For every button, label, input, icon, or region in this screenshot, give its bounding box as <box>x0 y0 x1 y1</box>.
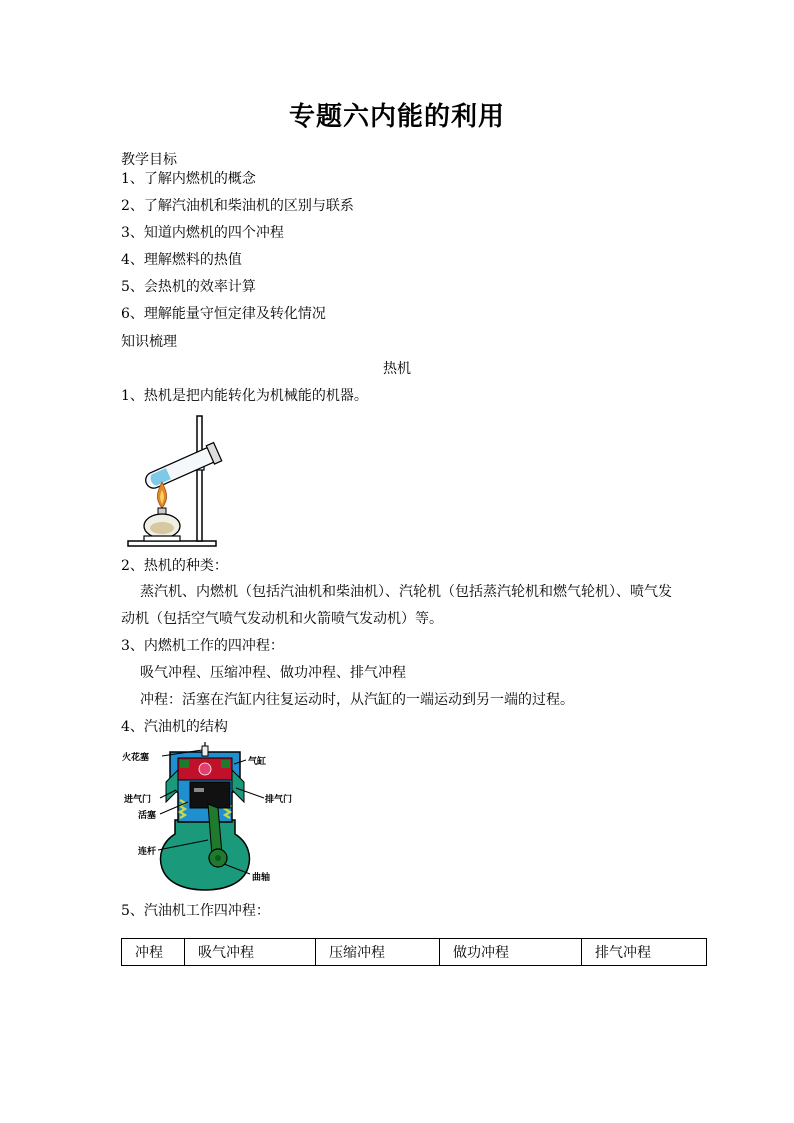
paragraph-3-body: 吸气冲程、压缩冲程、做功冲程、排气冲程 <box>140 665 406 681</box>
objective-item-5: 5、会热机的效率计算 <box>121 279 256 295</box>
piston <box>190 782 230 808</box>
paragraph-1: 1、热机是把内能转化为机械能的机器。 <box>121 388 368 404</box>
paragraph-4: 4、汽油机的结构 <box>121 719 228 735</box>
paragraph-3: 3、内燃机工作的四冲程： <box>121 638 284 654</box>
test-tube <box>142 443 221 493</box>
paragraph-2-body-line-2: 动机（包括空气喷气发动机和火箭喷气发动机）等。 <box>121 611 443 627</box>
table-header-cell: 排气冲程 <box>582 939 707 966</box>
objective-item-4: 4、理解燃料的热值 <box>121 252 242 268</box>
table-header-cell: 冲程 <box>122 939 185 966</box>
alcohol-lamp <box>144 508 180 541</box>
page-title: 专题六内能的利用 <box>288 102 505 132</box>
table-header-cell: 做功冲程 <box>440 939 582 966</box>
label-spark-plug: 火花塞 <box>122 753 150 763</box>
crankcase <box>161 820 250 890</box>
four-stroke-table <box>121 938 707 966</box>
paragraph-2-body-line-1: 蒸汽机、内燃机（包括汽油机和柴油机）、汽轮机（包括蒸汽轮机和燃气轮机）、喷气发 <box>140 584 672 600</box>
gasoline-engine-structure-figure <box>120 742 300 892</box>
label-connecting-rod: 连杆 <box>138 847 157 857</box>
objectives-heading: 教学目标 <box>121 152 177 168</box>
spark-plug <box>202 746 208 756</box>
objective-item-1: 1、了解内燃机的概念 <box>121 171 256 187</box>
table-row <box>122 939 707 966</box>
objective-item-2: 2、了解汽油机和柴油机的区别与联系 <box>121 198 354 214</box>
objective-item-3: 3、知道内燃机的四个冲程 <box>121 225 284 241</box>
test-tube-heating-figure <box>124 412 236 548</box>
paragraph-2: 2、热机的种类： <box>121 558 228 574</box>
section-title-heat-engine: 热机 <box>383 361 411 377</box>
label-crankshaft: 曲轴 <box>252 873 271 883</box>
objective-item-6: 6、理解能量守恒定律及转化情况 <box>121 306 326 322</box>
paragraph-3-definition: 冲程：活塞在汽缸内往复运动时，从汽缸的一端运动到另一端的过程。 <box>140 692 574 708</box>
paragraph-5: 5、汽油机工作四冲程： <box>121 903 270 919</box>
review-heading: 知识梳理 <box>121 334 177 350</box>
label-piston: 活塞 <box>138 811 157 821</box>
label-intake-valve: 进气门 <box>124 795 152 805</box>
label-cylinder: 气缸 <box>248 757 267 767</box>
label-exhaust-valve: 排气门 <box>265 795 293 805</box>
table-header-cell: 压缩冲程 <box>316 939 440 966</box>
table-header-cell: 吸气冲程 <box>185 939 316 966</box>
